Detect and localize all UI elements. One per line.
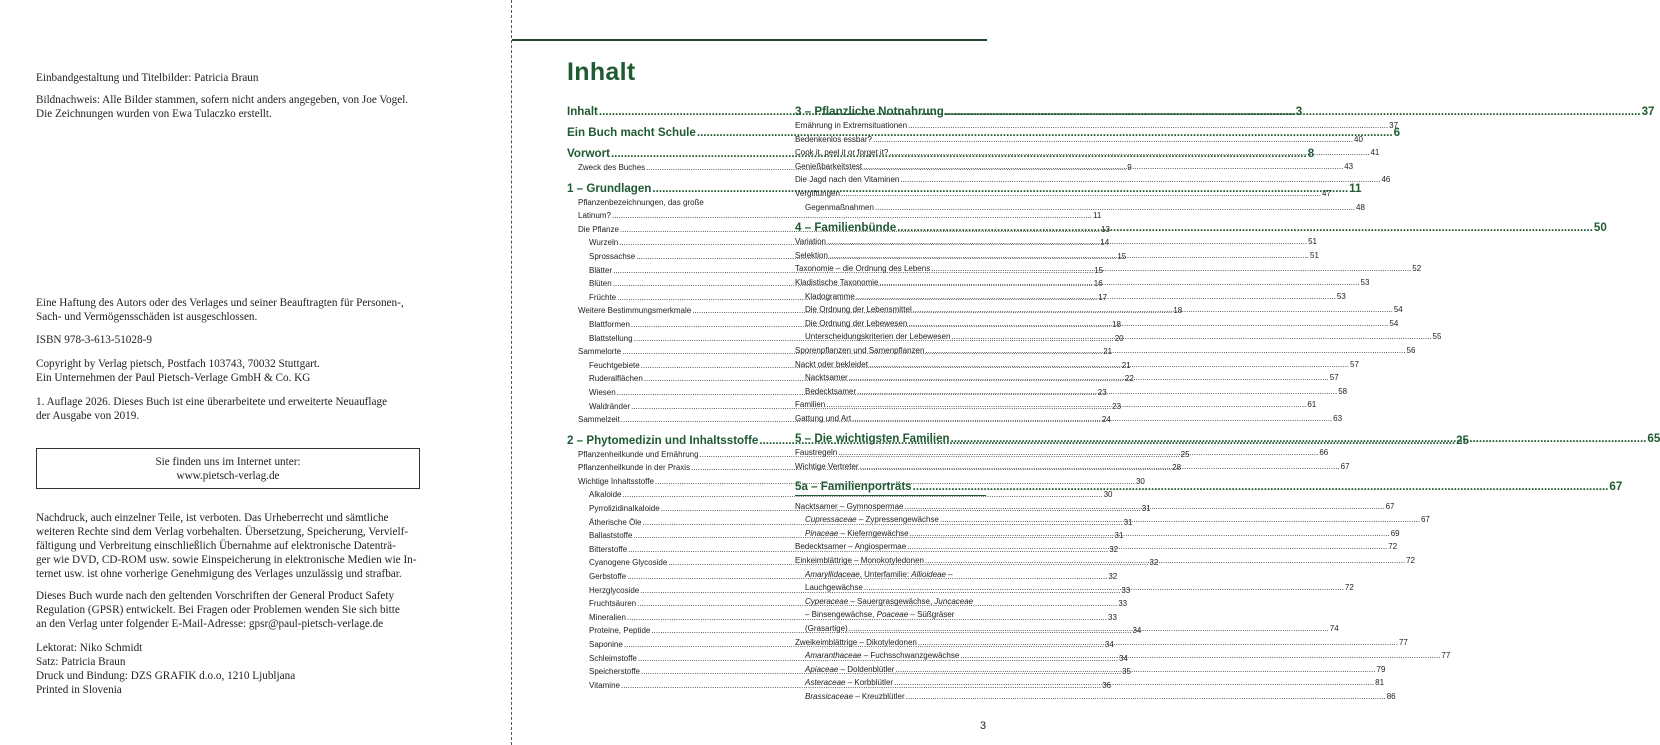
toc-subentry[interactable]: Die Ordnung der Lebensmittel ..... 54 xyxy=(795,303,986,317)
toc-entry[interactable]: Bedecktsamer – Angiospermae ..... 72 xyxy=(795,540,986,554)
toc-entry[interactable]: Wichtige Vertreter ..... 67 xyxy=(795,460,986,474)
website-box xyxy=(36,448,420,489)
reprint-line-2: weiteren Rechte sind dem Verlag vorbehalten. Übersetzung, Speicherung, Vervielf- xyxy=(36,526,409,538)
toc-chapter[interactable]: Ein Buch macht Schule ..... 6 xyxy=(567,125,769,140)
website-link[interactable]: www.pietsch-verlag.de xyxy=(176,470,280,482)
toc-subentry[interactable]: Vitamine ..... 36 xyxy=(567,679,769,693)
toc-subentry[interactable]: Cupressaceae – Zypressengewächse ..... 67 xyxy=(795,513,986,527)
toc-subentry[interactable]: (Grasartige) ..... 74 xyxy=(795,622,986,636)
toc-chapter[interactable]: 1 – Grundlagen ..... 11 xyxy=(567,181,769,196)
toc-subentry[interactable]: Gerbstoffe ..... 32 xyxy=(567,570,769,584)
toc-entry[interactable]: Selektion ..... 51 xyxy=(795,249,986,263)
toc-subentry[interactable]: Blattformen ..... 18 xyxy=(567,318,769,332)
toc-subentry[interactable]: Schleimstoffe ..... 34 xyxy=(567,652,769,666)
toc-subentry[interactable]: Herzglycoside ..... 33 xyxy=(567,584,769,598)
toc-entry[interactable]: Variation ..... 51 xyxy=(795,235,986,249)
copyright-line-2: Ein Unternehmen der Paul Pietsch-Verlage GmbH & Co. KG xyxy=(36,372,311,384)
toc-chapter[interactable]: 5 – Die wichtigsten Familien ..... 65 xyxy=(795,431,986,446)
toc-subentry[interactable]: Wiesen ..... 23 xyxy=(567,386,769,400)
toc-subentry[interactable]: Fruchtsäuren ..... 33 xyxy=(567,597,769,611)
toc-subentry[interactable]: Pyrrolizidinalkaloide ..... 31 xyxy=(567,502,769,516)
reprint-line-3: fältigung und Verbreitung einschließlich Übernahme auf elektronische Datenträ- xyxy=(36,540,396,552)
liability-line-1: Eine Haftung des Autors oder des Verlages und seiner Beauftragten für Personen-, xyxy=(36,297,404,309)
toc-subentry[interactable]: Saponine ..... 34 xyxy=(567,638,769,652)
toc-subentry[interactable]: Wurzeln ..... 14 xyxy=(567,236,769,250)
toc-entry[interactable]: Faustregeln ..... 66 xyxy=(795,446,986,460)
toc-entry[interactable]: Nackt oder bekleidet ..... 57 xyxy=(795,358,986,372)
reprint-line-5: ternet usw. ist ohne vorherige Genehmigung des Verlages unzulässig und strafbar. xyxy=(36,568,402,580)
toc-subentry[interactable]: Apiaceae – Doldenblütler ..... 79 xyxy=(795,663,986,677)
typesetting: Satz: Patricia Braun xyxy=(36,656,126,668)
toc-entry[interactable]: Zweikeimblättrige – Dikotyledonen ..... 77 xyxy=(795,636,986,650)
toc-entry[interactable]: Weitere Bestimmungsmerkmale ..... 18 xyxy=(567,304,769,318)
image-credit-line-2: Die Zeichnungen wurden von Ewa Tulaczko erstellt. xyxy=(36,108,272,120)
toc-subentry[interactable]: Brassicaceae – Kreuzblütler ..... 86 xyxy=(795,690,986,704)
toc-entry[interactable]: Ernährung in Extremsituationen ..... 37 xyxy=(795,119,986,133)
toc-subentry[interactable]: Früchte ..... 17 xyxy=(567,291,769,305)
toc-subentry[interactable]: Alkaloide ..... 30 xyxy=(567,488,769,502)
toc-entry[interactable]: Latinum? ..... 11 xyxy=(567,209,769,223)
toc-subentry[interactable]: Bitterstoffe ..... 32 xyxy=(567,543,769,557)
toc-entry[interactable]: Cook it, peel it or forget it? ..... 41 xyxy=(795,146,986,160)
page-title: Inhalt xyxy=(567,58,636,86)
book-spine-divider xyxy=(511,0,512,745)
lektorat: Lektorat: Niko Schmidt xyxy=(36,642,143,654)
toc-chapter[interactable]: 2 – Phytomedizin und Inhaltsstoffe ..... 25 xyxy=(567,433,769,448)
toc-subentry[interactable]: Gegenmaßnahmen ..... 48 xyxy=(795,201,986,215)
toc-subentry[interactable]: Speicherstoffe ..... 35 xyxy=(567,665,769,679)
liability-line-2: Sach- und Vermögensschäden ist ausgeschlossen. xyxy=(36,311,258,323)
toc-entry[interactable]: Familien ..... 61 xyxy=(795,398,986,412)
toc-subentry[interactable]: Sprossachse ..... 15 xyxy=(567,250,769,264)
toc-subentry[interactable]: Amaranthaceae – Fuchsschwanzgewächse ..... 77 xyxy=(795,649,986,663)
toc-entry[interactable]: Vergiftungen ..... 47 xyxy=(795,187,986,201)
edition-line-1: 1. Auflage 2026. Dieses Buch ist eine überarbeitete und erweiterte Neuauflage xyxy=(36,396,388,408)
gpsr-line-1: Dieses Buch wurde nach den geltenden Vorschriften der General Product Safety xyxy=(36,590,395,602)
toc-subentry[interactable]: Waldränder ..... 23 xyxy=(567,400,769,414)
toc-entry[interactable]: Zweck des Buches ..... 9 xyxy=(567,161,769,175)
toc-subentry[interactable]: Mineralien ..... 33 xyxy=(567,611,769,625)
toc-entry[interactable]: Wichtige Inhaltsstoffe ..... 30 xyxy=(567,475,769,489)
toc-entry[interactable]: Gattung und Art ..... 63 xyxy=(795,412,986,426)
toc-entry[interactable]: Die Pflanze ..... 13 xyxy=(567,223,769,237)
toc-chapter[interactable]: Inhalt ..... 3 xyxy=(567,104,769,119)
toc-subentry[interactable]: Kladogramme ..... 53 xyxy=(795,290,986,304)
toc-subentry[interactable]: Nacktsamer ..... 57 xyxy=(795,371,986,385)
toc-subentry[interactable]: Ruderalflächen ..... 22 xyxy=(567,372,769,386)
toc-entry[interactable]: Nacktsamer – Gymnospermae ..... 67 xyxy=(795,500,986,514)
toc-subentry-multiline-part: Cyperaceae – Sauergrasgewächse, Juncaceae xyxy=(805,596,974,606)
toc-subentry[interactable]: Lauchgewächse ..... 72 xyxy=(795,581,986,595)
toc-entry[interactable]: Bedenkenlos essbar? ..... 40 xyxy=(795,133,986,147)
toc-subentry[interactable]: Cyanogene Glycoside ..... 32 xyxy=(567,556,769,570)
isbn: ISBN 978-3-613-51028-9 xyxy=(36,334,152,346)
reprint-line-1: Nachdruck, auch einzelner Teile, ist verboten. Das Urheberrecht und sämtliche xyxy=(36,512,389,524)
toc-chapter[interactable]: Vorwort ..... 8 xyxy=(567,146,769,161)
toc-subentry[interactable]: Blüten ..... 16 xyxy=(567,277,769,291)
toc-subentry-multiline-part: Amaryllidaceae, Unterfamilie: Allioideae – xyxy=(805,569,953,579)
printed-in: Printed in Slovenia xyxy=(36,684,122,696)
toc-entry[interactable]: Kladistische Taxonomie ..... 53 xyxy=(795,276,986,290)
cover-credit: Einbandgestaltung und Titelbilder: Patricia Braun xyxy=(36,72,259,84)
toc-chapter[interactable]: 5a – Familienporträts ..... 67 xyxy=(795,479,986,496)
toc-subentry[interactable]: Die Ordnung der Lebewesen ..... 54 xyxy=(795,317,986,331)
website-box-label: Sie finden uns im Internet unter: xyxy=(155,456,301,468)
toc-subentry[interactable]: Blätter ..... 15 xyxy=(567,264,769,278)
edition-line-2: der Ausgabe von 2019. xyxy=(36,410,140,422)
toc-subentry[interactable]: Ballaststoffe ..... 31 xyxy=(567,529,769,543)
toc-subentry[interactable]: Feuchtgebiete ..... 21 xyxy=(567,359,769,373)
gpsr-line-2: Regulation (GPSR) entwickelt. Bei Fragen oder Problemen wenden Sie sich bitte xyxy=(36,604,400,616)
toc-entry[interactable]: Sammelzeit ..... 24 xyxy=(567,413,769,427)
gpsr-line-3: an den Verlag unter folgender E-Mail-Adresse: gpsr@paul-pietsch-verlage.de xyxy=(36,618,384,630)
image-credit-line-1: Bildnachweis: Alle Bilder stammen, sofern nicht anders angegeben, von Joe Vogel. xyxy=(36,94,409,106)
toc-entry[interactable]: Sammelorte ..... 21 xyxy=(567,345,769,359)
toc-subentry[interactable]: Blattstellung ..... 20 xyxy=(567,332,769,346)
toc-subentry[interactable]: Bedecktsamer ..... 58 xyxy=(795,385,986,399)
toc-entry[interactable]: Sporenpflanzen und Samenpflanzen ..... 56 xyxy=(795,344,986,358)
toc-entry[interactable]: Taxonomie – die Ordnung des Lebens ..... 52 xyxy=(795,262,986,276)
printing: Druck und Bindung: DZS GRAFIK d.o.o, 1210 Ljubljana xyxy=(36,670,296,682)
toc-entry[interactable]: Pflanzenheilkunde und Ernährung ..... 25 xyxy=(567,448,769,462)
toc-subentry-multiline-part: – Binsengewächse, Poaceae – Süßgräser xyxy=(805,610,955,620)
toc-entry[interactable]: Pflanzenheilkunde in der Praxis ..... 28 xyxy=(567,461,769,475)
toc-subentry[interactable]: Unterscheidungskriterien der Lebewesen ..... 55 xyxy=(795,330,986,344)
toc-subentry[interactable]: Proteine, Peptide ..... 34 xyxy=(567,624,769,638)
toc-subentry[interactable]: Ätherische Öle ..... 31 xyxy=(567,516,769,530)
toc-entry[interactable]: Genießbarkeitstest ..... 43 xyxy=(795,160,986,174)
toc-entry[interactable]: Die Jagd nach den Vitaminen ..... 46 xyxy=(795,173,986,187)
toc-subentry[interactable]: Asteraceae – Korbblütler ..... 81 xyxy=(795,676,986,690)
toc-chapter[interactable]: 3 – Pflanzliche Notnahrung ..... 37 xyxy=(795,104,986,119)
toc-entry[interactable]: Einkeimblättrige – Monokotyledonen ..... 72 xyxy=(795,554,986,568)
toc-entry-multiline-part: Pflanzenbezeichnungen, das große xyxy=(578,197,704,207)
header-rule xyxy=(512,39,987,41)
page-number: 3 xyxy=(980,720,987,732)
toc-chapter[interactable]: 4 – Familienbünde ..... 50 xyxy=(795,220,986,235)
reprint-line-4: ger wie DVD, CD-ROM usw. sowie Einspeicherung in elektronische Medien wie In- xyxy=(36,554,417,566)
copyright-line-1: Copyright by Verlag pietsch, Postfach 103743, 70032 Stuttgart. xyxy=(36,358,320,370)
toc-subentry[interactable]: Pinaceae – Kieferngewächse ..... 69 xyxy=(795,527,986,541)
